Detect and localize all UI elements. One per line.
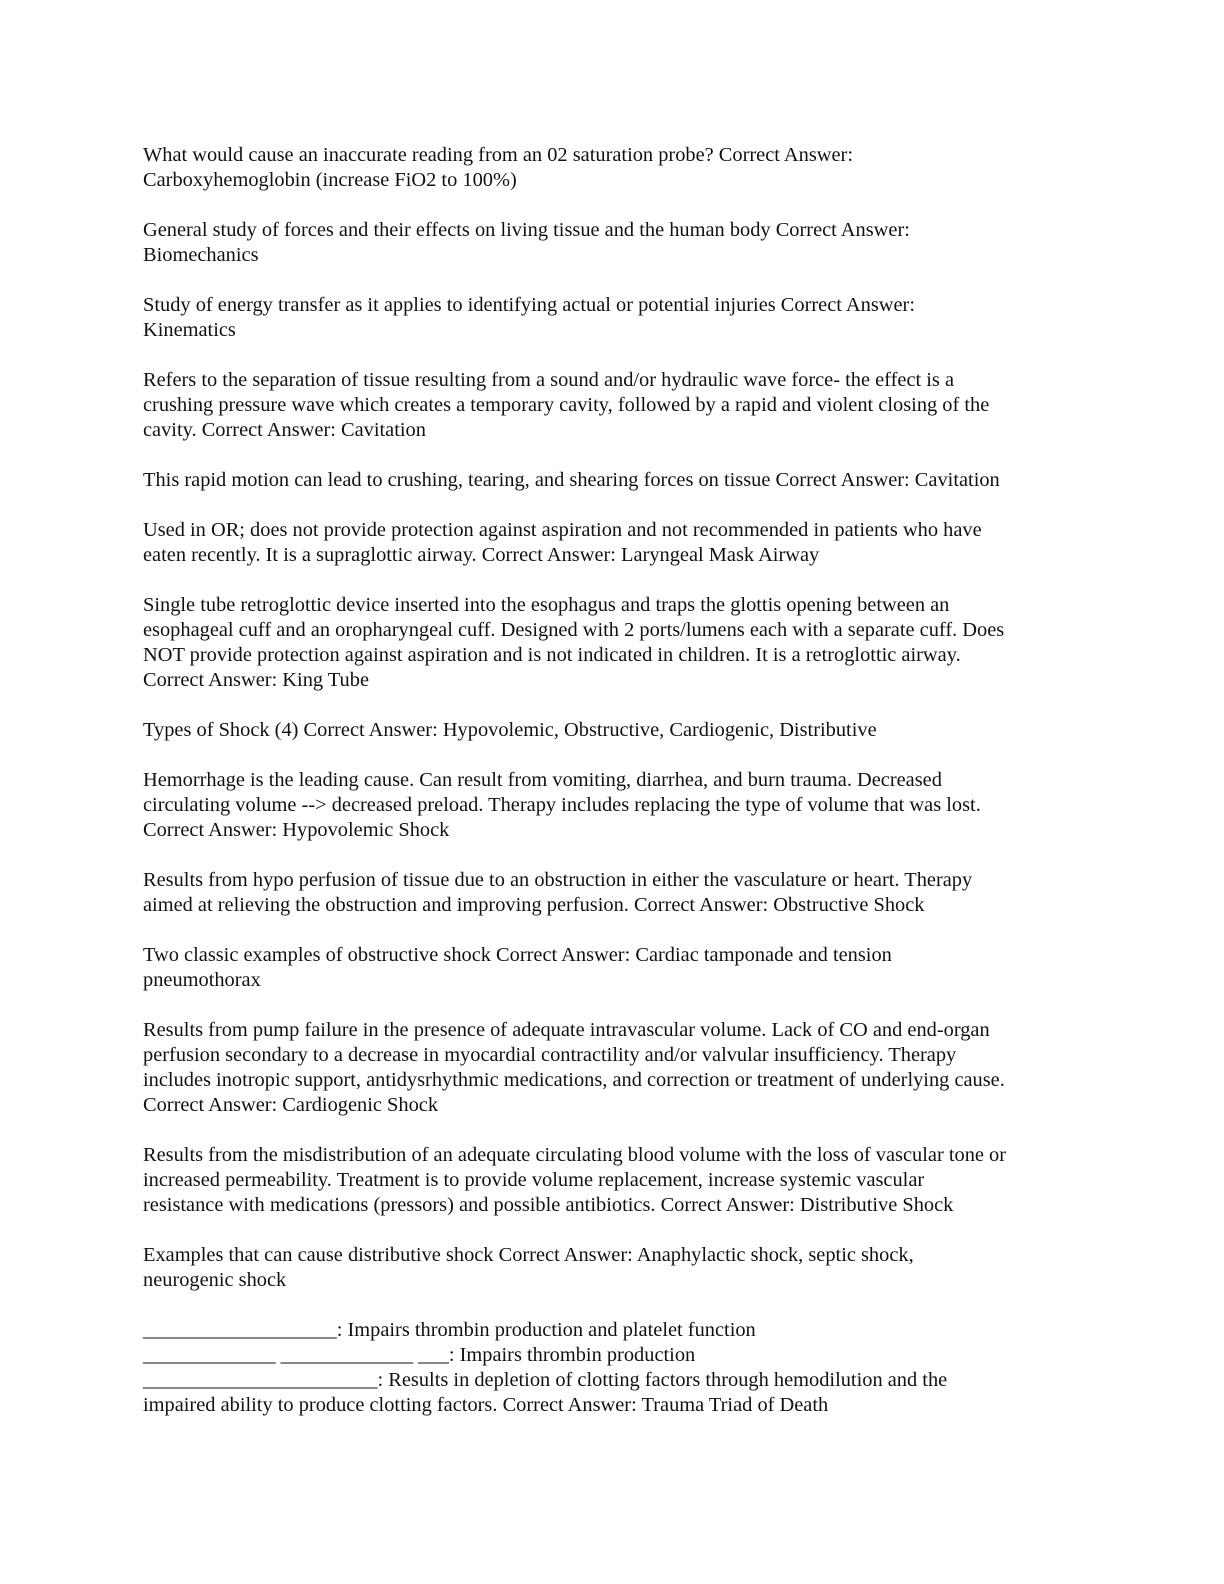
qa-line: Used in OR; does not provide protection against aspiration and not recommended in patients who have [143,519,982,541]
qa-entry [143,518,1083,568]
qa-line: eaten recently. It is a supraglottic airway. Correct Answer: Laryngeal Mask Airway [143,544,820,566]
qa-line: This rapid motion can lead to crushing, tearing, and shearing forces on tissue Correct Answer: Cavitation [143,469,1000,491]
qa-line: impaired ability to produce clotting factors. Correct Answer: Trauma Triad of Death [143,1394,829,1416]
qa-line: Hemorrhage is the leading cause. Can result from vomiting, diarrhea, and burn trauma. Decreased [143,769,942,791]
qa-line: Carboxyhemoglobin (increase FiO2 to 100%) [143,169,517,191]
qa-line: cavity. Correct Answer: Cavitation [143,419,426,441]
qa-line: NOT provide protection against aspiration and is not indicated in children. It is a retroglottic airway. [143,644,961,666]
qa-entry [143,468,1083,493]
qa-line: Study of energy transfer as it applies to identifying actual or potential injuries Correct Answer: [143,294,916,316]
qa-entry [143,593,1083,693]
qa-line: _____________ _____________ ___: Impairs thrombin production [143,1344,696,1366]
qa-entry [143,1243,1083,1293]
qa-entry [143,143,1083,193]
qa-line: Correct Answer: Hypovolemic Shock [143,819,450,841]
qa-line: Results from pump failure in the presence of adequate intravascular volume. Lack of CO and end-organ [143,1019,990,1041]
qa-line: circulating volume --> decreased preload. Therapy includes replacing the type of volume that was lost. [143,794,981,816]
qa-line: Two classic examples of obstructive shock Correct Answer: Cardiac tamponade and tension [143,944,892,966]
qa-line: increased permeability. Treatment is to provide volume replacement, increase systemic vascular [143,1169,925,1191]
qa-line: Types of Shock (4) Correct Answer: Hypovolemic, Obstructive, Cardiogenic, Distributive [143,719,877,741]
qa-entry [143,868,1083,918]
qa-entry [143,368,1083,443]
qa-entry [143,218,1083,268]
qa-line: resistance with medications (pressors) and possible antibiotics. Correct Answer: Distributive Shock [143,1194,954,1216]
qa-line: crushing pressure wave which creates a temporary cavity, followed by a rapid and violent closing of the [143,394,990,416]
qa-line: General study of forces and their effects on living tissue and the human body Correct Answer: [143,219,910,241]
qa-entry [143,1143,1083,1218]
qa-line: Results from hypo perfusion of tissue due to an obstruction in either the vasculature or heart. Therapy [143,869,973,891]
qa-line: Refers to the separation of tissue resulting from a sound and/or hydraulic wave force- the effect is a [143,369,955,391]
qa-line: pneumothorax [143,969,261,991]
qa-line: Examples that can cause distributive shock Correct Answer: Anaphylactic shock, septic shock, [143,1244,914,1266]
qa-line: Single tube retroglottic device inserted into the esophagus and traps the glottis opening between an [143,594,950,616]
qa-line: Results from the misdistribution of an adequate circulating blood volume with the loss of vascular tone or [143,1144,1007,1166]
qa-entry [143,1018,1083,1118]
qa-entry [143,943,1083,993]
qa-entry [143,1318,1083,1418]
qa-line: Correct Answer: Cardiogenic Shock [143,1094,439,1116]
qa-entry [143,293,1083,343]
qa-line: ___________________: Impairs thrombin production and platelet function [143,1319,756,1341]
qa-line: What would cause an inaccurate reading from an 02 saturation probe? Correct Answer: [143,144,853,166]
qa-entry [143,718,1083,743]
qa-line: _______________________: Results in depletion of clotting factors through hemodilution and the [143,1369,948,1391]
qa-line: Correct Answer: King Tube [143,669,369,691]
qa-line: perfusion secondary to a decrease in myocardial contractility and/or valvular insufficiency. Therapy [143,1044,957,1066]
document-page [143,143,1083,1443]
qa-entry [143,768,1083,843]
qa-line: aimed at relieving the obstruction and improving perfusion. Correct Answer: Obstructive Shock [143,894,925,916]
qa-line: Kinematics [143,319,236,341]
qa-line: includes inotropic support, antidysrhythmic medications, and correction or treatment of underlying cause. [143,1069,1005,1091]
qa-line: neurogenic shock [143,1269,287,1291]
qa-line: esophageal cuff and an oropharyngeal cuff. Designed with 2 ports/lumens each with a separate cuff. Does [143,619,1005,641]
qa-line: Biomechanics [143,244,259,266]
